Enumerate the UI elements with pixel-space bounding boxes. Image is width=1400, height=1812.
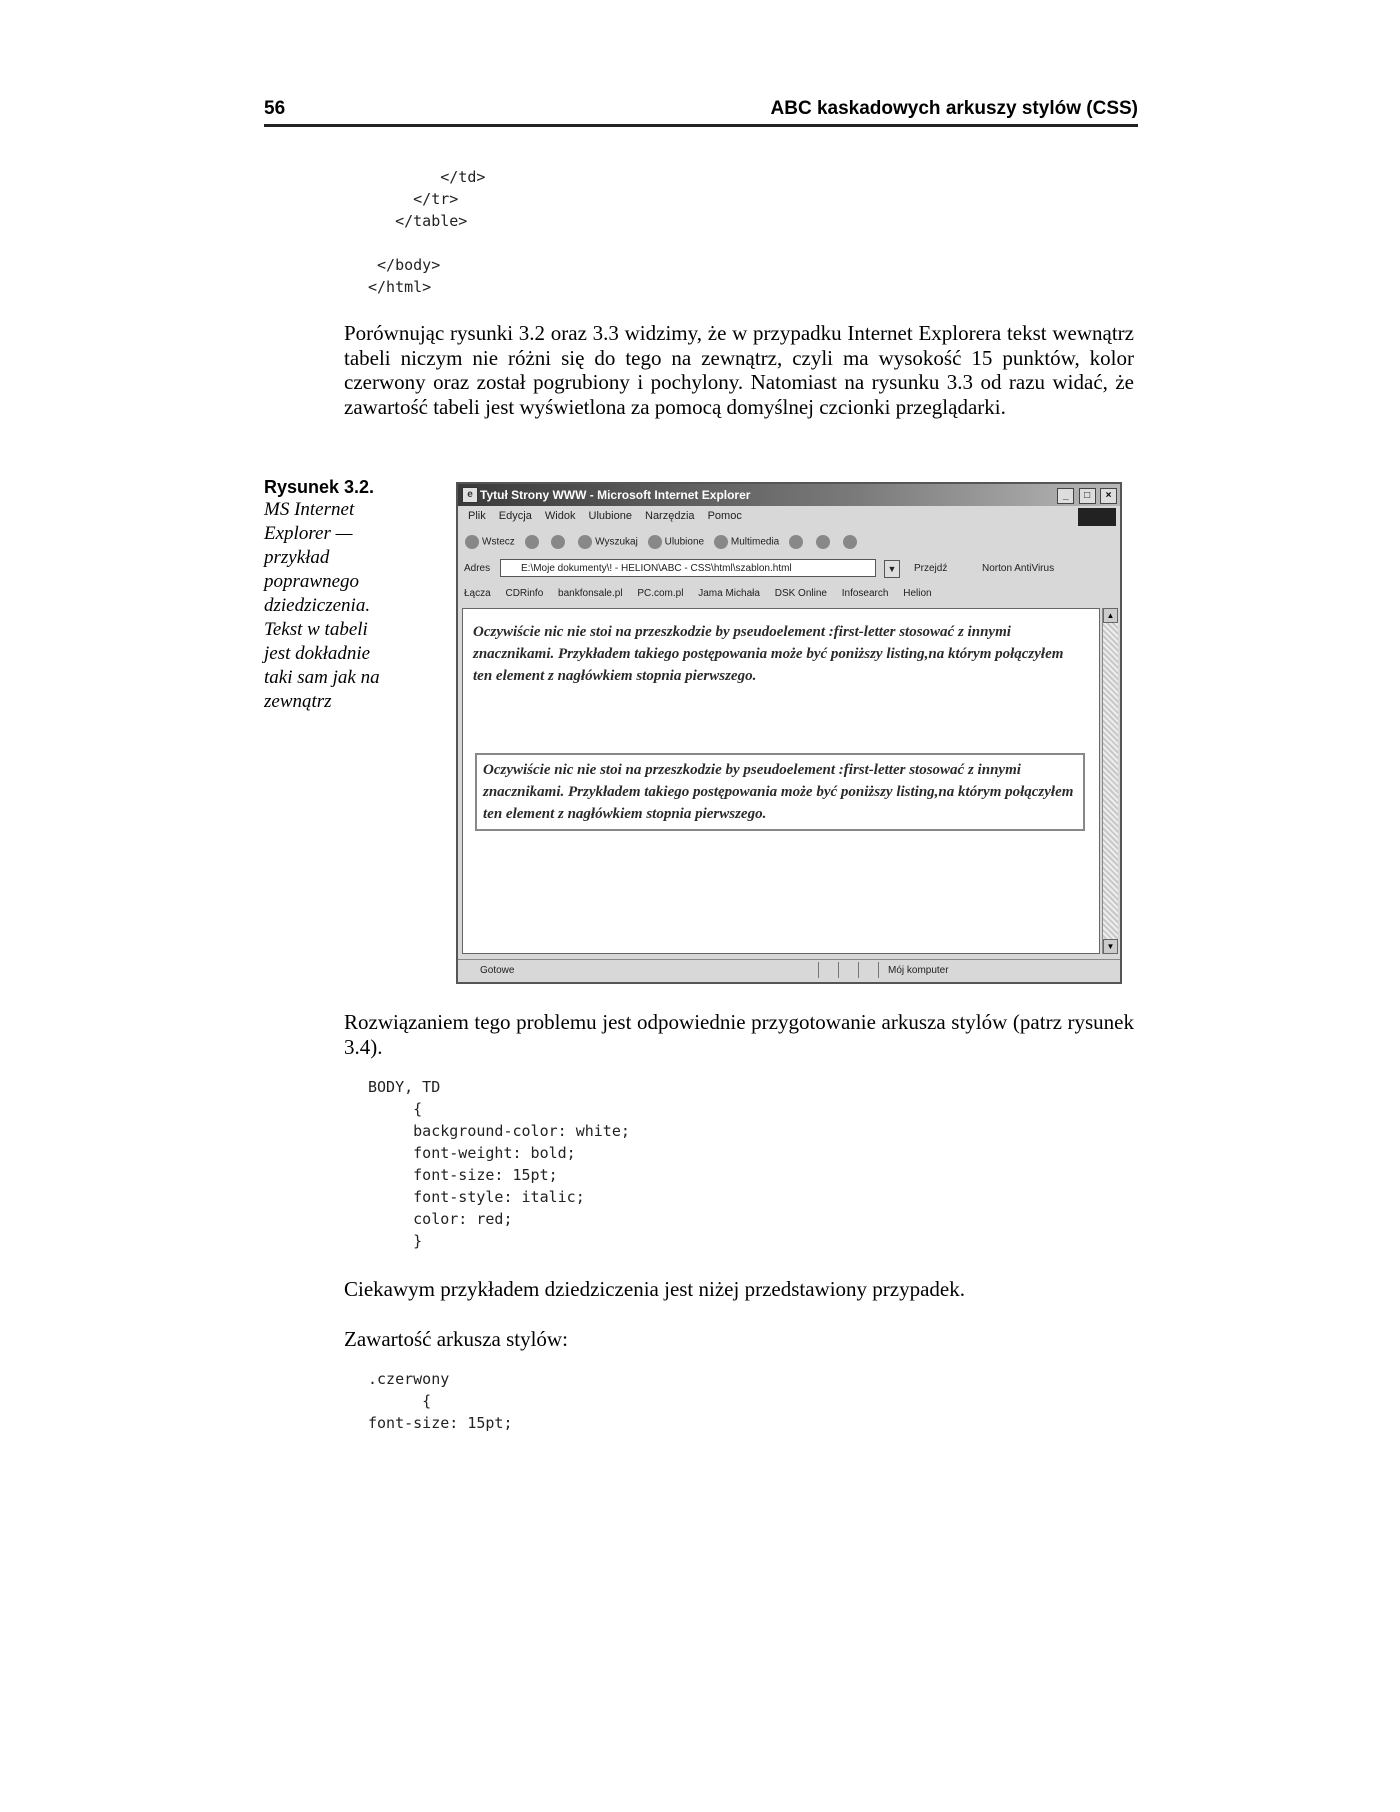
ie-logo-icon: e	[462, 487, 478, 503]
code-line: {	[368, 1392, 432, 1410]
link-infosearch[interactable]: Infosearch	[841, 588, 889, 599]
refresh-button[interactable]	[525, 535, 542, 549]
status-text: Gotowe	[480, 965, 515, 976]
history-icon	[789, 535, 803, 549]
search-label: Wyszukaj	[595, 536, 638, 548]
link-helion[interactable]: Helion	[903, 588, 932, 599]
norton-antivirus-button[interactable]: Norton AntiVirus	[982, 563, 1055, 574]
address-bar	[458, 556, 1120, 582]
figure-caption	[264, 477, 394, 714]
address-dropdown-button[interactable]: ▼	[884, 560, 900, 578]
code-line: font-weight: bold;	[368, 1144, 576, 1162]
links-bar	[458, 582, 1120, 606]
code-block-css-body-td	[368, 1076, 630, 1252]
status-divider	[878, 962, 879, 978]
window-titlebar	[458, 484, 1120, 506]
media-icon	[714, 535, 728, 549]
status-divider	[858, 962, 859, 978]
search-button[interactable]	[578, 535, 638, 549]
close-button[interactable]: ×	[1100, 488, 1117, 504]
vertical-scrollbar[interactable]	[1102, 608, 1118, 954]
media-button[interactable]	[714, 535, 779, 549]
address-label: Adres	[464, 563, 491, 574]
link-cdrinfo[interactable]: CDRinfo	[505, 588, 544, 599]
status-divider	[818, 962, 819, 978]
windows-logo-icon	[1078, 508, 1116, 526]
menu-edit[interactable]: Edycja	[498, 510, 532, 522]
menu-file[interactable]: Plik	[468, 510, 486, 522]
back-label: Wstecz	[482, 536, 515, 548]
history-button[interactable]	[789, 535, 806, 549]
back-button[interactable]	[465, 535, 515, 549]
page-body-text: Oczywiście nic nie stoi na przeszkodzie by pseudoelement :first-letter stosować z innymi znacznikami. Przykładem takiego postępowania może być poniższy listing,na którym połączyłem ten element z nagłówkiem stopnia pierwszego.	[473, 624, 1064, 684]
page-viewport	[462, 608, 1100, 954]
code-block-css-czerwony	[368, 1368, 513, 1434]
code-line: font-size: 15pt;	[368, 1414, 513, 1432]
address-input[interactable]: E:\Moje dokumenty\! - HELION\ABC - CSS\html\szablon.html	[500, 559, 876, 577]
home-button[interactable]	[551, 535, 568, 549]
code-line: </table>	[368, 212, 468, 230]
status-divider	[838, 962, 839, 978]
go-button[interactable]: Przejdź	[914, 563, 948, 574]
code-line: .czerwony	[368, 1370, 450, 1388]
ie-browser-window	[456, 482, 1122, 984]
code-line: </tr>	[368, 190, 459, 208]
code-line: }	[368, 1232, 423, 1250]
media-label: Multimedia	[730, 536, 780, 548]
favorites-icon	[648, 535, 662, 549]
menu-favorites[interactable]: Ulubione	[588, 510, 632, 522]
link-bankfonsale[interactable]: bankfonsale.pl	[558, 588, 623, 599]
favorites-label: Ulubione	[664, 536, 705, 548]
menu-view[interactable]: Widok	[544, 510, 576, 522]
menu-tools[interactable]: Narzędzia	[645, 510, 695, 522]
print-icon	[843, 535, 857, 549]
status-zone: Mój komputer	[888, 965, 949, 976]
paragraph-inheritance-example: Ciekawym przykładem dziedziczenia jest niżej przedstawiony przypadek.	[344, 1277, 965, 1301]
code-line: font-style: italic;	[368, 1188, 585, 1206]
paragraph-comparison: Porównując rysunki 3.2 oraz 3.3 widzimy, że w przypadku Internet Explorera tekst wewnątrz tabeli niczym nie różni się do tego na zewnątrz, czyli ma wysokość 15 punktów, kolor czerwony oraz został pogrubiony i pochylony. Natomiast na rysunku 3.3 od razu widać, że zawartość tabeli jest wyświetlona za pomocą domyślnej czcionki przeglądarki.	[344, 321, 1134, 419]
code-block-html-closing	[368, 166, 485, 298]
figure-label: Rysunek 3.2.	[264, 477, 375, 497]
maximize-button[interactable]: □	[1079, 488, 1096, 504]
code-line: font-size: 15pt;	[368, 1166, 558, 1184]
refresh-icon	[525, 535, 539, 549]
code-line: </html>	[368, 278, 432, 296]
standard-toolbar	[458, 528, 1120, 556]
menu-bar	[458, 506, 1120, 528]
code-line: </body>	[368, 256, 441, 274]
paragraph-solution: Rozwiązaniem tego problemu jest odpowiednie przygotowanie arkusza stylów (patrz rysunek 3.4).	[344, 1010, 1134, 1059]
links-label: Łącza	[464, 588, 491, 599]
code-line: color: red;	[368, 1210, 513, 1228]
print-button[interactable]	[843, 535, 860, 549]
favorites-button[interactable]	[648, 535, 704, 549]
link-dsk[interactable]: DSK Online	[774, 588, 827, 599]
back-arrow-icon	[465, 535, 479, 549]
search-icon	[578, 535, 592, 549]
table-cell-text: Oczywiście nic nie stoi na przeszkodzie by pseudoelement :first-letter stosować z innymi znacznikami. Przykładem takiego postępowania może być poniższy listing,na którym połączyłem ten element z nagłówkiem stopnia pierwszego.	[483, 762, 1074, 822]
book-title: ABC kaskadowych arkuszy stylów (CSS)	[770, 98, 1138, 119]
code-line: {	[368, 1100, 423, 1118]
page-number: 56	[264, 98, 286, 119]
mail-icon	[816, 535, 830, 549]
paragraph-stylesheet-heading: Zawartość arkusza stylów:	[344, 1327, 568, 1351]
menu-help[interactable]: Pomoc	[707, 510, 742, 522]
figure-caption-text: MS Internet Explorer — przykład poprawnego dziedziczenia. Tekst w tabeli jest dokładnie taki sam jak na zewnątrz	[264, 499, 380, 712]
running-header	[264, 96, 1138, 127]
scroll-up-icon[interactable]: ▲	[1103, 608, 1118, 623]
window-title: Tytuł Strony WWW - Microsoft Internet Explorer	[480, 488, 751, 502]
link-pccom[interactable]: PC.com.pl	[637, 588, 684, 599]
mail-button[interactable]	[816, 535, 833, 549]
minimize-button[interactable]: _	[1057, 488, 1074, 504]
code-line: background-color: white;	[368, 1122, 630, 1140]
scroll-down-icon[interactable]: ▼	[1103, 939, 1118, 954]
link-jama[interactable]: Jama Michała	[698, 588, 760, 599]
window-controls	[1056, 487, 1117, 504]
status-bar	[458, 959, 1120, 982]
code-line: BODY, TD	[368, 1078, 441, 1096]
code-line: </td>	[368, 168, 486, 186]
page-table-cell	[475, 753, 1085, 831]
home-icon	[551, 535, 565, 549]
